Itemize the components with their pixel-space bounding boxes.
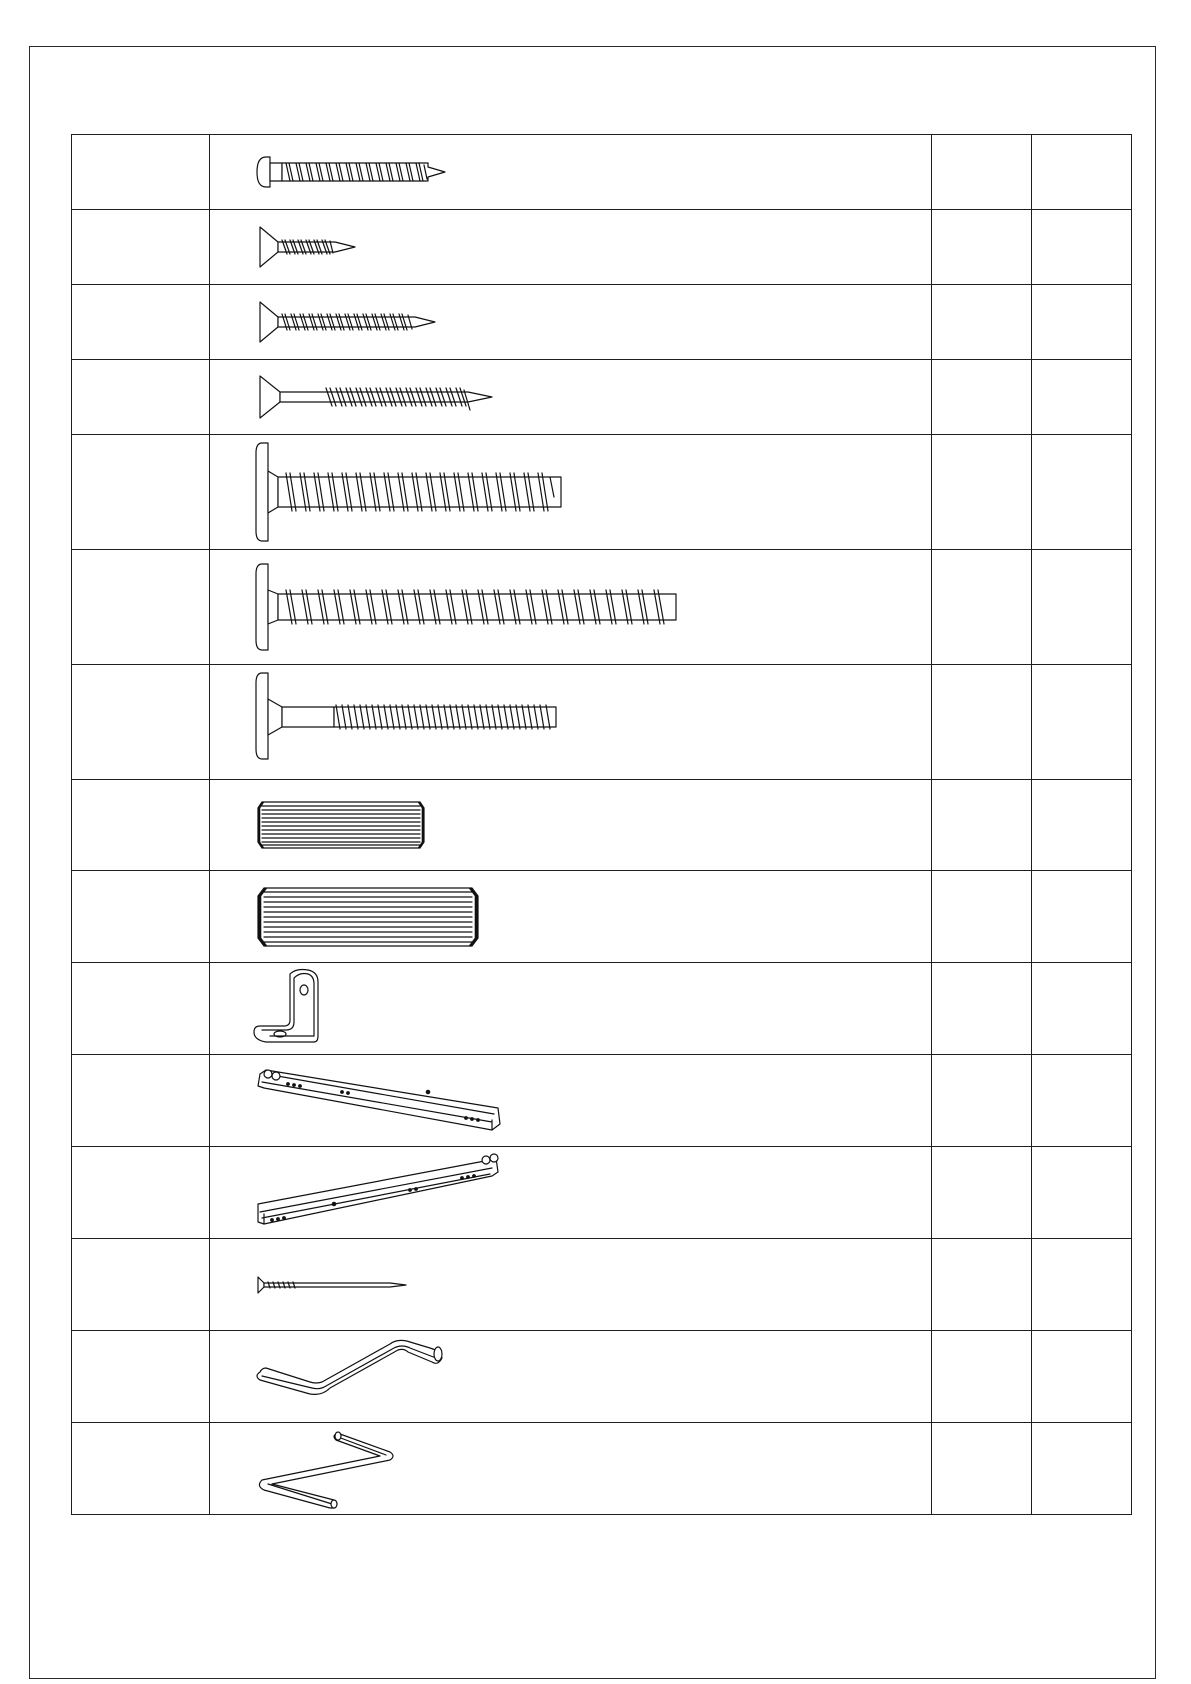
part-code-cell bbox=[72, 285, 210, 360]
check-cell bbox=[1032, 550, 1132, 665]
part-code-cell bbox=[72, 360, 210, 435]
drawer-runner-left-icon bbox=[210, 1056, 930, 1146]
quantity-cell bbox=[932, 135, 1032, 210]
table-row bbox=[72, 1239, 1132, 1331]
check-cell bbox=[1032, 210, 1132, 285]
check-cell bbox=[1032, 871, 1132, 963]
quantity-cell bbox=[932, 1423, 1032, 1515]
quantity-cell bbox=[932, 780, 1032, 871]
quantity-cell bbox=[932, 210, 1032, 285]
check-cell bbox=[1032, 665, 1132, 780]
cranked-allen-key-icon bbox=[210, 1332, 930, 1422]
large-wooden-dowel-icon bbox=[210, 872, 930, 962]
check-cell bbox=[1032, 1147, 1132, 1239]
table-row bbox=[72, 435, 1132, 550]
quantity-cell bbox=[932, 435, 1032, 550]
check-cell bbox=[1032, 1331, 1132, 1423]
part-code-cell bbox=[72, 780, 210, 871]
table-row bbox=[72, 1423, 1132, 1515]
part-code-cell bbox=[72, 1423, 210, 1515]
flat-head-confirmat-screw-icon bbox=[210, 435, 930, 549]
quantity-cell bbox=[932, 1331, 1032, 1423]
check-cell bbox=[1032, 435, 1132, 550]
table-row bbox=[72, 285, 1132, 360]
part-code-cell bbox=[72, 550, 210, 665]
part-code-cell bbox=[72, 1055, 210, 1147]
quantity-cell bbox=[932, 285, 1032, 360]
short-countersunk-screw-icon bbox=[210, 210, 930, 284]
pan-head-screw-icon bbox=[210, 135, 930, 209]
part-code-cell bbox=[72, 665, 210, 780]
quantity-cell bbox=[932, 1147, 1032, 1239]
allen-key-icon bbox=[210, 1424, 930, 1514]
table-row bbox=[72, 210, 1132, 285]
flat-head-machine-bolt-icon bbox=[210, 665, 930, 779]
quantity-cell bbox=[932, 1055, 1032, 1147]
partial-thread-countersunk-screw-icon bbox=[210, 360, 930, 434]
table-row bbox=[72, 1055, 1132, 1147]
quantity-cell bbox=[932, 360, 1032, 435]
quantity-cell bbox=[932, 871, 1032, 963]
table-row bbox=[72, 550, 1132, 665]
part-code-cell bbox=[72, 871, 210, 963]
small-wooden-dowel-icon bbox=[210, 780, 930, 870]
check-cell bbox=[1032, 285, 1132, 360]
part-code-cell bbox=[72, 963, 210, 1055]
quantity-cell bbox=[932, 550, 1032, 665]
check-cell bbox=[1032, 360, 1132, 435]
countersunk-wood-screw-icon bbox=[210, 285, 930, 359]
nail-icon bbox=[210, 1240, 930, 1330]
table-row bbox=[72, 871, 1132, 963]
part-code-cell bbox=[72, 1239, 210, 1331]
table-row bbox=[72, 1331, 1132, 1423]
quantity-cell bbox=[932, 665, 1032, 780]
table-row bbox=[72, 360, 1132, 435]
part-code-cell bbox=[72, 1147, 210, 1239]
l-bracket-icon bbox=[210, 964, 930, 1054]
check-cell bbox=[1032, 1239, 1132, 1331]
long-flat-head-confirmat-screw-icon bbox=[210, 550, 930, 664]
part-code-cell bbox=[72, 135, 210, 210]
quantity-cell bbox=[932, 1239, 1032, 1331]
check-cell bbox=[1032, 135, 1132, 210]
parts-table bbox=[71, 134, 1132, 1515]
table-row bbox=[72, 963, 1132, 1055]
check-cell bbox=[1032, 1423, 1132, 1515]
table-row bbox=[72, 1147, 1132, 1239]
table-row bbox=[72, 665, 1132, 780]
table-row bbox=[72, 135, 1132, 210]
part-code-cell bbox=[72, 1331, 210, 1423]
drawer-runner-right-icon bbox=[210, 1148, 930, 1238]
check-cell bbox=[1032, 1055, 1132, 1147]
table-row bbox=[72, 780, 1132, 871]
part-code-cell bbox=[72, 210, 210, 285]
part-code-cell bbox=[72, 435, 210, 550]
check-cell bbox=[1032, 963, 1132, 1055]
check-cell bbox=[1032, 780, 1132, 871]
quantity-cell bbox=[932, 963, 1032, 1055]
